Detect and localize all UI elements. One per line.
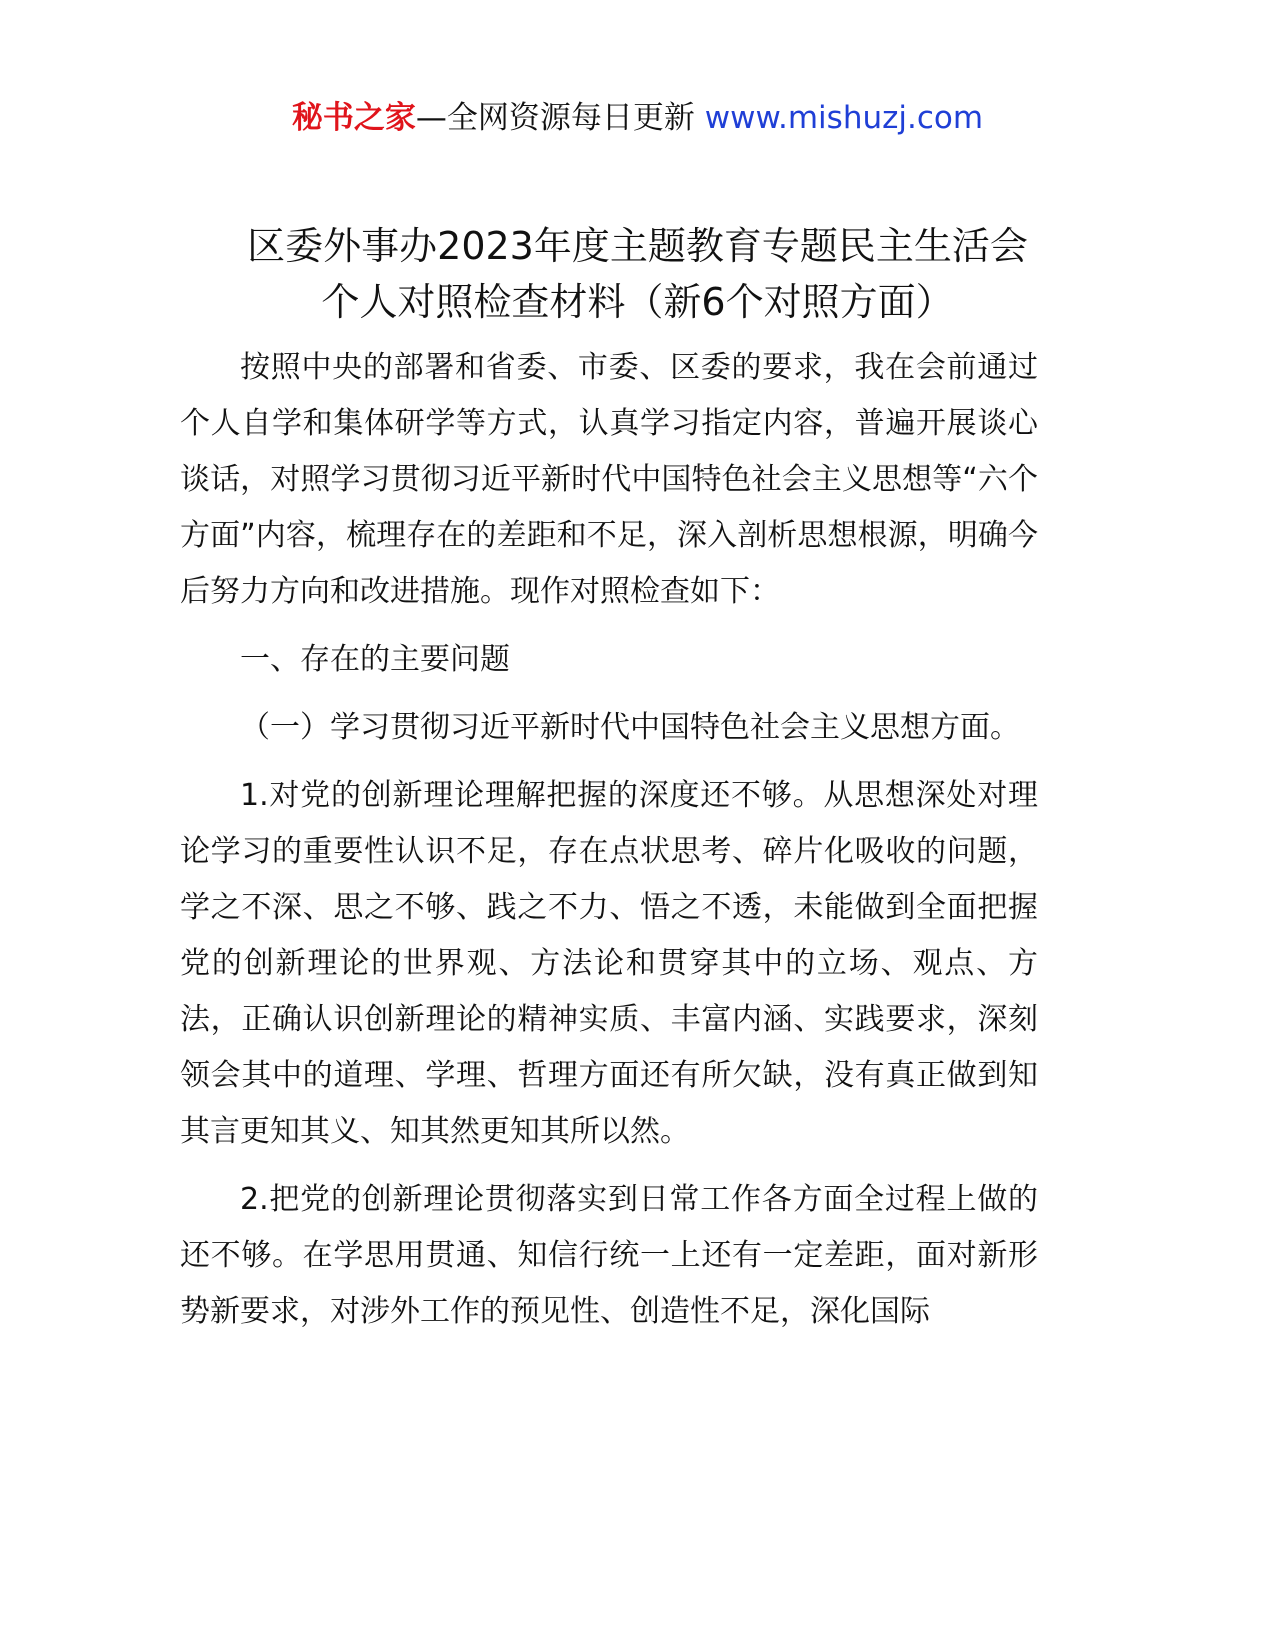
item-paragraph-2: 2.把党的创新理论贯彻落实到日常工作各方面全过程上做的还不够。在学思用贯通、知信行统一上还有一定差距，面对新形势新要求，对涉外工作的预见性、创造性不足，深化国际 — [180, 1182, 1038, 1329]
section-heading: 一、存在的主要问题 — [240, 642, 510, 677]
title-line-2: 个人对照检查材料（新6个对照方面） — [321, 280, 954, 324]
title-line-1: 区委外事办2023年度主题教育专题民主生活会 — [247, 224, 1028, 268]
intro-paragraph: 按照中央的部署和省委、市委、区委的要求，我在会前通过个人自学和集体研学等方式，认真学习指定内容，普遍开展谈心谈话，对照学习贯彻习近平新时代中国特色社会主义思想等“六个方面”内容，梳理存在的差距和不足，深入剖析思想根源，明确今后努力方向和改进措施。现作对照检查如下： — [180, 350, 1038, 609]
site-url-link[interactable]: www.mishuzj.com — [704, 100, 984, 136]
item-paragraph-1: 1.对党的创新理论理解把握的深度还不够。从思想深处对理论学习的重要性认识不足，存在点状思考、碎片化吸收的问题，学之不深、思之不够、践之不力、悟之不透，未能做到全面把握党的创新理论的世界观、方法论和贯穿其中的立场、观点、方法，正确认识创新理论的精神实质、丰富内涵、实践要求，深刻领会其中的道理、学理、哲理方面还有所欠缺，没有真正做到知其言更知其义、知其然更知其所以然。 — [180, 778, 1038, 1149]
banner-slogan: —全网资源每日更新 — [415, 100, 695, 136]
brand-name: 秘书之家 — [291, 100, 416, 136]
document-body — [180, 340, 1038, 1352]
site-banner — [0, 96, 1275, 140]
document-title — [150, 218, 1125, 330]
subsection-heading: （一）学习贯彻习近平新时代中国特色社会主义思想方面。 — [240, 710, 1020, 745]
